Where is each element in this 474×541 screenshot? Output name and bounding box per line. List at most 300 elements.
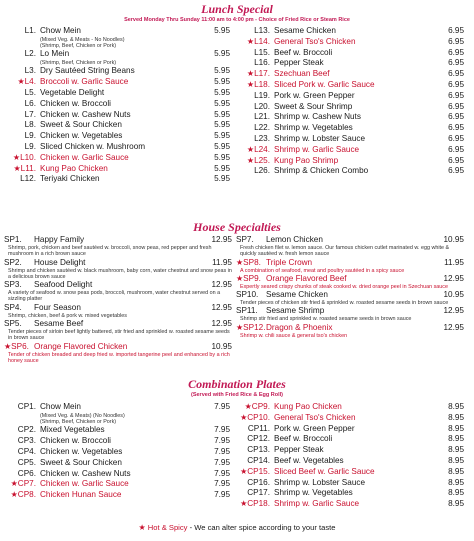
item-code	[2, 110, 36, 121]
item-code	[236, 467, 270, 478]
item-code-text: CP12.	[247, 434, 270, 444]
item-code	[2, 153, 36, 164]
item-name: Beef w. Vegetables	[274, 455, 344, 465]
item-name: Chicken w. Garlic Sauce	[40, 479, 129, 489]
item-name: Seafood Delight	[34, 280, 93, 290]
item-name: Chow Mein	[40, 402, 81, 411]
item-price: 12.95	[443, 322, 464, 332]
menu-item	[236, 80, 464, 91]
item-code	[4, 235, 30, 245]
menu-item	[2, 131, 230, 142]
menu-item	[2, 425, 230, 436]
item-code	[4, 303, 30, 313]
item-code-text: SP7.	[236, 235, 254, 244]
item-code	[2, 425, 36, 436]
item-code	[236, 134, 270, 145]
menu-item	[236, 323, 464, 333]
item-code	[236, 58, 270, 69]
item-code-text: CP18.	[247, 499, 270, 509]
item-code-text: L9.	[24, 131, 36, 141]
item-code-text: CP9.	[251, 402, 270, 411]
menu-item	[236, 467, 464, 478]
item-code	[2, 402, 36, 413]
menu-item	[2, 447, 230, 458]
spicy-star-icon: ★	[13, 163, 21, 173]
item-price: 7.95	[214, 425, 230, 435]
menu-item	[4, 319, 232, 329]
item-code	[236, 478, 270, 489]
item-description: Shrimp stir fried and sprinkled w. roasted sesame seeds in brown sauce	[240, 316, 412, 323]
item-code-text: L13.	[254, 26, 270, 35]
item-price: 6.95	[448, 112, 464, 122]
item-code-text: CP14.	[247, 455, 270, 465]
item-price: 5.95	[214, 163, 230, 173]
item-name: Sesame Chicken	[266, 290, 328, 300]
item-code	[236, 322, 266, 333]
item-name: Sesame Chicken	[274, 26, 336, 35]
menu-item	[236, 434, 464, 445]
item-code-text: SP5.	[4, 319, 22, 329]
item-code-text: CP4.	[17, 446, 36, 456]
menu-item	[2, 26, 230, 37]
lunch-special-subtitle: Served Monday Thru Sunday 11:00 am to 4:00 pm - Choice of Fried Rice or Steam Rice	[124, 17, 350, 23]
item-price: 7.95	[214, 479, 230, 489]
item-code-text: CP11.	[247, 423, 270, 433]
menu-item	[2, 99, 230, 110]
item-code-text: L3.	[24, 66, 36, 76]
item-description: Expertly seared crispy chunks of steak cooked w. dried orange peel in Szechuan sauce	[240, 283, 448, 290]
house-specialties-title: House Specialties	[193, 220, 281, 234]
item-price: 12.95	[443, 306, 464, 316]
item-name: Shrimp w. Lobster Sauce	[274, 477, 366, 487]
item-description: Shrimp w. chili sauce & general tso's chicken	[240, 332, 348, 339]
item-price: 5.95	[214, 174, 230, 184]
item-code	[2, 77, 36, 88]
item-name: Chicken w. Broccoli	[40, 436, 111, 446]
item-price: 5.95	[214, 88, 230, 98]
item-code	[236, 91, 270, 102]
item-description: Shrimp and chicken sautéed w. black mushroom, baby corn, water chestnut and snow peas in a delicious brown sauce	[8, 267, 232, 280]
item-price: 10.95	[443, 235, 464, 244]
menu-item	[2, 458, 230, 469]
item-name: Shrimp w. Garlic Sauce	[274, 499, 360, 509]
item-code-text: L22.	[254, 123, 270, 133]
item-code	[236, 499, 270, 510]
menu-item	[2, 164, 230, 175]
item-name: Chicken Hunan Sauce	[40, 490, 122, 500]
item-name: Sliced Chicken w. Mushroom	[40, 142, 146, 152]
item-code	[236, 26, 270, 37]
spicy-star-icon: ★	[246, 155, 255, 165]
item-code-text: L26.	[254, 166, 270, 176]
menu-item	[236, 48, 464, 59]
item-price: 5.95	[214, 142, 230, 152]
item-price: 12.95	[211, 280, 232, 290]
item-name: Chicken w. Cashew Nuts	[40, 468, 131, 478]
menu-item	[2, 66, 230, 77]
item-name: Sesame Shrimp	[266, 306, 325, 316]
menu-item	[236, 274, 464, 284]
item-code-text: L24.	[254, 144, 270, 154]
item-code	[236, 123, 270, 134]
item-price: 10.95	[211, 341, 232, 351]
menu-item	[236, 499, 464, 510]
item-code-text: L5.	[24, 88, 36, 98]
item-price: 5.95	[214, 131, 230, 141]
item-code-text: L10.	[20, 152, 36, 162]
menu-item	[2, 153, 230, 164]
menu-item	[236, 456, 464, 467]
item-code	[236, 290, 262, 300]
spicy-star-icon: ★	[236, 273, 244, 283]
item-code-text: L15.	[254, 47, 270, 57]
item-price: 8.95	[448, 466, 464, 476]
item-name: Chicken w. Garlic Sauce	[40, 152, 129, 162]
menu-item	[2, 436, 230, 447]
spicy-star-icon: ★	[12, 152, 21, 162]
item-description: Tender pieces of chicken stir fried & sprinkled w. roasted sesame seeds in brown sauce	[240, 300, 449, 307]
item-name: Kung Pao Shrimp	[274, 155, 339, 165]
item-name: Shrimp w. Cashew Nuts	[274, 112, 361, 122]
combination-plates-subtitle: (Served with Fried Rice & Egg Roll)	[191, 392, 283, 398]
menu-item	[236, 69, 464, 80]
item-price: 6.95	[448, 36, 464, 46]
menu-item	[236, 306, 464, 316]
house-right-column	[236, 235, 464, 339]
item-name: Pork w. Green Pepper	[274, 90, 355, 100]
item-price: 12.95	[443, 273, 464, 283]
spicy-star-icon: ★	[244, 402, 252, 411]
item-code	[236, 69, 270, 80]
item-code-text: CP15.	[247, 466, 270, 476]
menu-item	[236, 145, 464, 156]
item-code	[236, 48, 270, 59]
item-code-text: CP10.	[247, 412, 270, 422]
item-code-text: CP2.	[17, 425, 36, 435]
item-code-text: CP6.	[17, 468, 36, 478]
item-name: Vegetable Delight	[40, 88, 105, 98]
item-code	[2, 164, 36, 175]
item-code-text: SP6.	[11, 341, 29, 351]
item-code-text: CP5.	[17, 457, 36, 467]
item-code	[236, 258, 262, 268]
item-code	[2, 120, 36, 131]
item-code	[236, 488, 270, 499]
item-name: Chicken w. Cashew Nuts	[40, 109, 131, 119]
item-code-text: CP13.	[247, 445, 270, 455]
menu-item	[236, 488, 464, 499]
item-name: Sliced Beef w. Garlic Sauce	[274, 466, 375, 476]
item-price: 8.95	[448, 423, 464, 433]
item-code	[4, 280, 30, 290]
item-price: 5.95	[214, 120, 230, 130]
item-price: 8.95	[448, 477, 464, 487]
item-code-text: CP8.	[17, 490, 36, 500]
item-code-text: CP17.	[247, 488, 270, 498]
house-left-column	[4, 235, 232, 364]
item-code	[236, 434, 270, 445]
menu-item	[236, 235, 464, 245]
item-code	[2, 26, 36, 37]
item-code-text: SP10.	[236, 290, 259, 300]
item-description: Shrimp, pork, chicken and beef sautéed w. broccoli, snow peas, red pepper and fresh mushroom in a rich brown sauce	[8, 245, 212, 258]
item-description: Tender pieces of sirloin beef lightly battered, stir fried and sprinkled w. roasted sesame seeds in brown sauce	[8, 329, 230, 342]
item-price: 6.95	[448, 101, 464, 111]
menu-item	[236, 402, 464, 413]
item-name: Shrimp w. Vegetables	[274, 488, 353, 498]
item-price: 7.95	[214, 457, 230, 467]
spicy-star-icon: ★	[4, 341, 12, 351]
item-code-text: L1.	[24, 26, 36, 35]
item-code	[236, 424, 270, 435]
menu-item	[236, 102, 464, 113]
item-name: Four Season	[34, 302, 81, 312]
item-code-text: L4.	[24, 77, 36, 87]
item-code-text: CP16.	[247, 477, 270, 487]
menu-item	[236, 445, 464, 456]
menu-item	[2, 110, 230, 121]
menu-item	[236, 156, 464, 167]
item-code	[236, 37, 270, 48]
menu-item	[2, 174, 230, 185]
spicy-star-icon: ★	[138, 523, 146, 532]
item-code-text: L9.	[24, 142, 36, 152]
item-code	[4, 319, 30, 329]
item-code-text: CP1.	[17, 402, 36, 411]
item-price: 7.95	[214, 402, 230, 411]
menu-item	[236, 134, 464, 145]
item-name: Pepper Steak	[274, 445, 324, 455]
item-code-text: CP3.	[17, 436, 36, 446]
lunch-right-column	[236, 26, 464, 177]
menu-item	[236, 413, 464, 424]
menu-item	[236, 37, 464, 48]
item-name: Pork w. Green Pepper	[274, 423, 355, 433]
item-code-text: SP4.	[4, 302, 22, 312]
item-code-text: SP9.	[243, 273, 261, 283]
item-code-text: L11.	[20, 163, 36, 173]
item-price: 11.95	[444, 257, 464, 267]
item-name: Dry Sautéed String Beans	[40, 66, 135, 76]
item-name: General Tso's Chicken	[274, 36, 356, 46]
spicy-star-icon: ★	[10, 479, 18, 489]
item-code-text: L18.	[254, 79, 270, 89]
menu-item	[236, 290, 464, 300]
item-code	[236, 413, 270, 424]
item-name: Sliced Pork w. Garlic Sauce	[274, 79, 375, 89]
item-name: Szechuan Beef	[274, 69, 330, 79]
item-code	[2, 66, 36, 77]
spicy-star-icon: ★	[246, 79, 255, 89]
combination-plates-title: Combination Plates	[188, 377, 286, 391]
item-code	[2, 469, 36, 480]
item-price: 11.95	[212, 257, 232, 267]
item-name: Chicken w. Broccoli	[40, 98, 111, 108]
item-price: 6.95	[448, 133, 464, 143]
spicy-star-icon: ★	[240, 466, 248, 476]
item-price: 6.95	[448, 47, 464, 57]
item-price: 8.95	[448, 445, 464, 455]
item-name: Pepper Steak	[274, 58, 324, 68]
item-code	[236, 166, 270, 177]
menu-item	[2, 479, 230, 490]
item-name: Shrimp w. Garlic Sauce	[274, 144, 360, 154]
lunch-left-column	[2, 26, 230, 185]
menu-item	[236, 166, 464, 177]
item-code	[236, 306, 262, 316]
item-code	[2, 49, 36, 60]
menu-item	[2, 469, 230, 480]
item-name: Beef w. Broccoli	[274, 434, 333, 444]
item-price: 7.95	[214, 490, 230, 500]
item-price: 12.95	[211, 235, 232, 244]
menu-item	[4, 280, 232, 290]
item-name: Happy Family	[34, 235, 85, 244]
menu-item	[4, 258, 232, 268]
item-code-text: SP8.	[243, 257, 261, 267]
item-code	[236, 156, 270, 167]
item-code-text: L21.	[254, 112, 270, 122]
item-code-text: L16.	[254, 58, 270, 68]
spicy-star-icon: ★	[236, 322, 244, 332]
item-code-text: CP7.	[17, 479, 36, 489]
item-price: 7.95	[214, 468, 230, 478]
item-name: Lo Mein	[40, 49, 70, 59]
item-price: 10.95	[443, 290, 464, 300]
menu-item	[4, 342, 232, 352]
item-code	[236, 102, 270, 113]
item-code	[236, 445, 270, 456]
item-name: Sweet & Sour Chicken	[40, 120, 122, 130]
item-price: 5.95	[214, 98, 230, 108]
item-price: 12.95	[211, 319, 232, 329]
item-description: Tender of chicken breaded and deep fried w. imported tangerine peel and enhanced by a rich honey sauce	[8, 351, 230, 364]
item-code-text: L6.	[24, 98, 36, 108]
item-price: 5.95	[214, 49, 230, 59]
item-name: Shrimp & Chicken Combo	[274, 166, 369, 176]
item-code	[236, 80, 270, 91]
spicy-star-icon: ★	[240, 499, 248, 509]
item-code-text: L12.	[20, 174, 36, 184]
item-name: Kung Pao Chicken	[274, 402, 342, 411]
item-price: 5.95	[214, 66, 230, 76]
item-code	[2, 490, 36, 501]
item-code	[2, 131, 36, 142]
item-code	[2, 88, 36, 99]
item-description: A variety of seafood w. snow peas pods, broccoli, mushroom, water chestnut served on a sizzling platter	[8, 290, 221, 303]
item-price: 5.95	[214, 152, 230, 162]
menu-item	[2, 120, 230, 131]
menu-item	[236, 478, 464, 489]
item-price: 8.95	[448, 499, 464, 509]
item-code	[4, 342, 30, 352]
menu-item	[2, 142, 230, 153]
item-name: Sesame Beef	[34, 319, 84, 329]
item-price: 8.95	[448, 488, 464, 498]
item-code-text: L2.	[24, 49, 36, 59]
item-description: (Shrimp, Beef, Chicken or Pork)	[40, 60, 117, 67]
item-code-text: L20.	[254, 101, 270, 111]
item-code	[2, 436, 36, 447]
item-code-text: L8.	[24, 120, 36, 130]
item-code-text: SP3.	[4, 280, 22, 290]
item-description: A combination of seafood, meat and poultry sautéed in a spicy sauce	[240, 267, 405, 274]
menu-item	[236, 26, 464, 37]
item-price: 5.95	[214, 26, 230, 35]
menu-item	[2, 490, 230, 501]
item-name: Sweet & Sour Chicken	[40, 457, 122, 467]
item-name: Orange Flavored Beef	[266, 273, 347, 283]
item-description: Shrimp, chicken, beef & pork w. mixed vegetables	[8, 312, 127, 319]
spicy-star-icon: ★	[240, 412, 248, 422]
spicy-star-icon: ★	[246, 69, 255, 79]
menu-item	[2, 77, 230, 88]
item-name: Beef w. Broccoli	[274, 47, 333, 57]
item-name: General Tso's Chicken	[274, 412, 356, 422]
menu-item	[2, 88, 230, 99]
item-name: Orange Flavored Chicken	[34, 341, 128, 351]
menu-item	[236, 123, 464, 134]
item-code	[236, 112, 270, 123]
item-name: Teriyaki Chicken	[40, 174, 100, 184]
menu-item	[2, 49, 230, 60]
item-code-text: L7.	[24, 109, 36, 119]
item-code	[2, 447, 36, 458]
item-code-text: SP11.	[236, 306, 258, 316]
item-price: 7.95	[214, 446, 230, 456]
item-name: Chow Mein	[40, 26, 81, 35]
item-price: 8.95	[448, 455, 464, 465]
item-price: 8.95	[448, 434, 464, 444]
combo-right-column	[236, 402, 464, 510]
item-name: Kung Pao Chicken	[40, 163, 108, 173]
spicy-star-icon: ★	[10, 490, 18, 500]
menu-item	[236, 112, 464, 123]
item-code-text: L14.	[254, 36, 270, 46]
item-price: 7.95	[214, 436, 230, 446]
item-code	[2, 479, 36, 490]
item-description: (Mixed Veg. & Meats) (No Noodles)	[40, 412, 125, 419]
item-code-text: L25.	[254, 155, 270, 165]
item-price: 6.95	[448, 123, 464, 133]
item-name: Chicken w. Vegetables	[40, 131, 123, 141]
item-name: Lemon Chicken	[266, 235, 323, 244]
item-price: 8.95	[448, 402, 464, 411]
item-code	[236, 145, 270, 156]
item-code	[236, 274, 262, 284]
item-name: Shrimp w. Vegetables	[274, 123, 353, 133]
item-name: Broccoli w. Garlic Sauce	[40, 77, 129, 87]
footer-note	[0, 523, 474, 532]
menu-item	[4, 235, 232, 245]
item-price: 6.95	[448, 26, 464, 35]
item-name: Triple Crown	[266, 257, 313, 267]
item-code	[2, 174, 36, 185]
item-code-text: L19.	[254, 90, 270, 100]
spicy-star-icon: ★	[246, 144, 255, 154]
spicy-label: Hot & Spicy	[147, 523, 188, 532]
item-price: 8.95	[448, 412, 464, 422]
item-description: (Shrimp, Beef, Chicken or Pork)	[40, 419, 117, 426]
item-price: 6.95	[448, 58, 464, 68]
item-code	[2, 99, 36, 110]
item-name: Mixed Vegetables	[40, 425, 105, 435]
item-price: 5.95	[214, 77, 230, 87]
item-description: Fresh chicken filet w. lemon sauce. Our famous chicken cutlet marinated w. egg white & quickly sautéed w. fresh lemon sauce	[240, 245, 450, 258]
item-name: Shrimp w. Lobster Sauce	[274, 133, 366, 143]
item-price: 6.95	[448, 79, 464, 89]
item-description: (Shrimp, Beef, Chicken or Pork)	[40, 43, 117, 50]
